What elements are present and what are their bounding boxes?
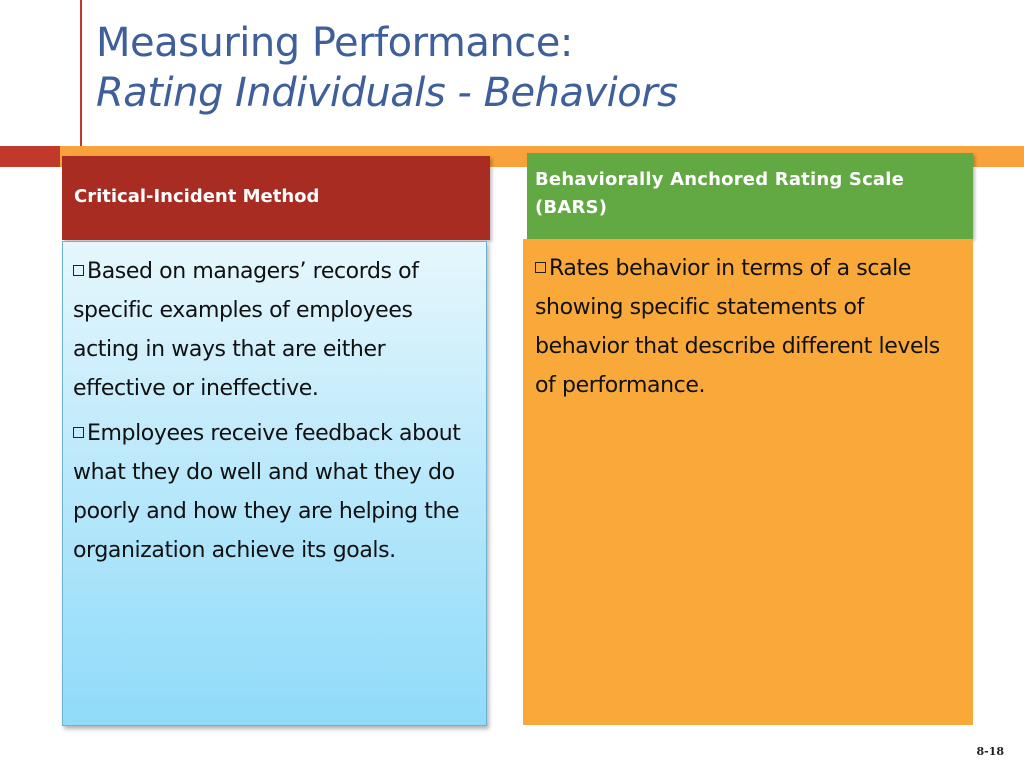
square-bullet-icon bbox=[73, 265, 84, 276]
decorative-red-bar bbox=[0, 146, 60, 167]
critical-incident-header: Critical-Incident Method bbox=[62, 156, 490, 240]
bullet-item bbox=[73, 414, 478, 570]
bars-body bbox=[523, 239, 973, 725]
slide-number: 8-18 bbox=[976, 745, 1004, 758]
bullet-item bbox=[535, 249, 961, 405]
square-bullet-icon bbox=[535, 262, 546, 273]
title-line-1: Measuring Performance: bbox=[96, 20, 573, 66]
slide-title bbox=[96, 18, 996, 118]
title-line-2: Rating Individuals - Behaviors bbox=[96, 70, 678, 116]
bullet-text: Rates behavior in terms of a scale showing specific statements of behavior that describe different levels of performance. bbox=[535, 256, 940, 398]
bullet-item bbox=[73, 252, 478, 408]
bars-header: Behaviorally Anchored Rating Scale (BARS) bbox=[527, 153, 973, 239]
bullet-text: Employees receive feedback about what they do well and what they do poorly and how they are helping the organization achieve its goals. bbox=[73, 421, 461, 563]
square-bullet-icon bbox=[73, 427, 84, 438]
bullet-text: Based on managers’ records of specific examples of employees acting in ways that are either effective or ineffective. bbox=[73, 259, 419, 401]
title-divider-line bbox=[80, 0, 82, 146]
critical-incident-body bbox=[62, 241, 487, 726]
